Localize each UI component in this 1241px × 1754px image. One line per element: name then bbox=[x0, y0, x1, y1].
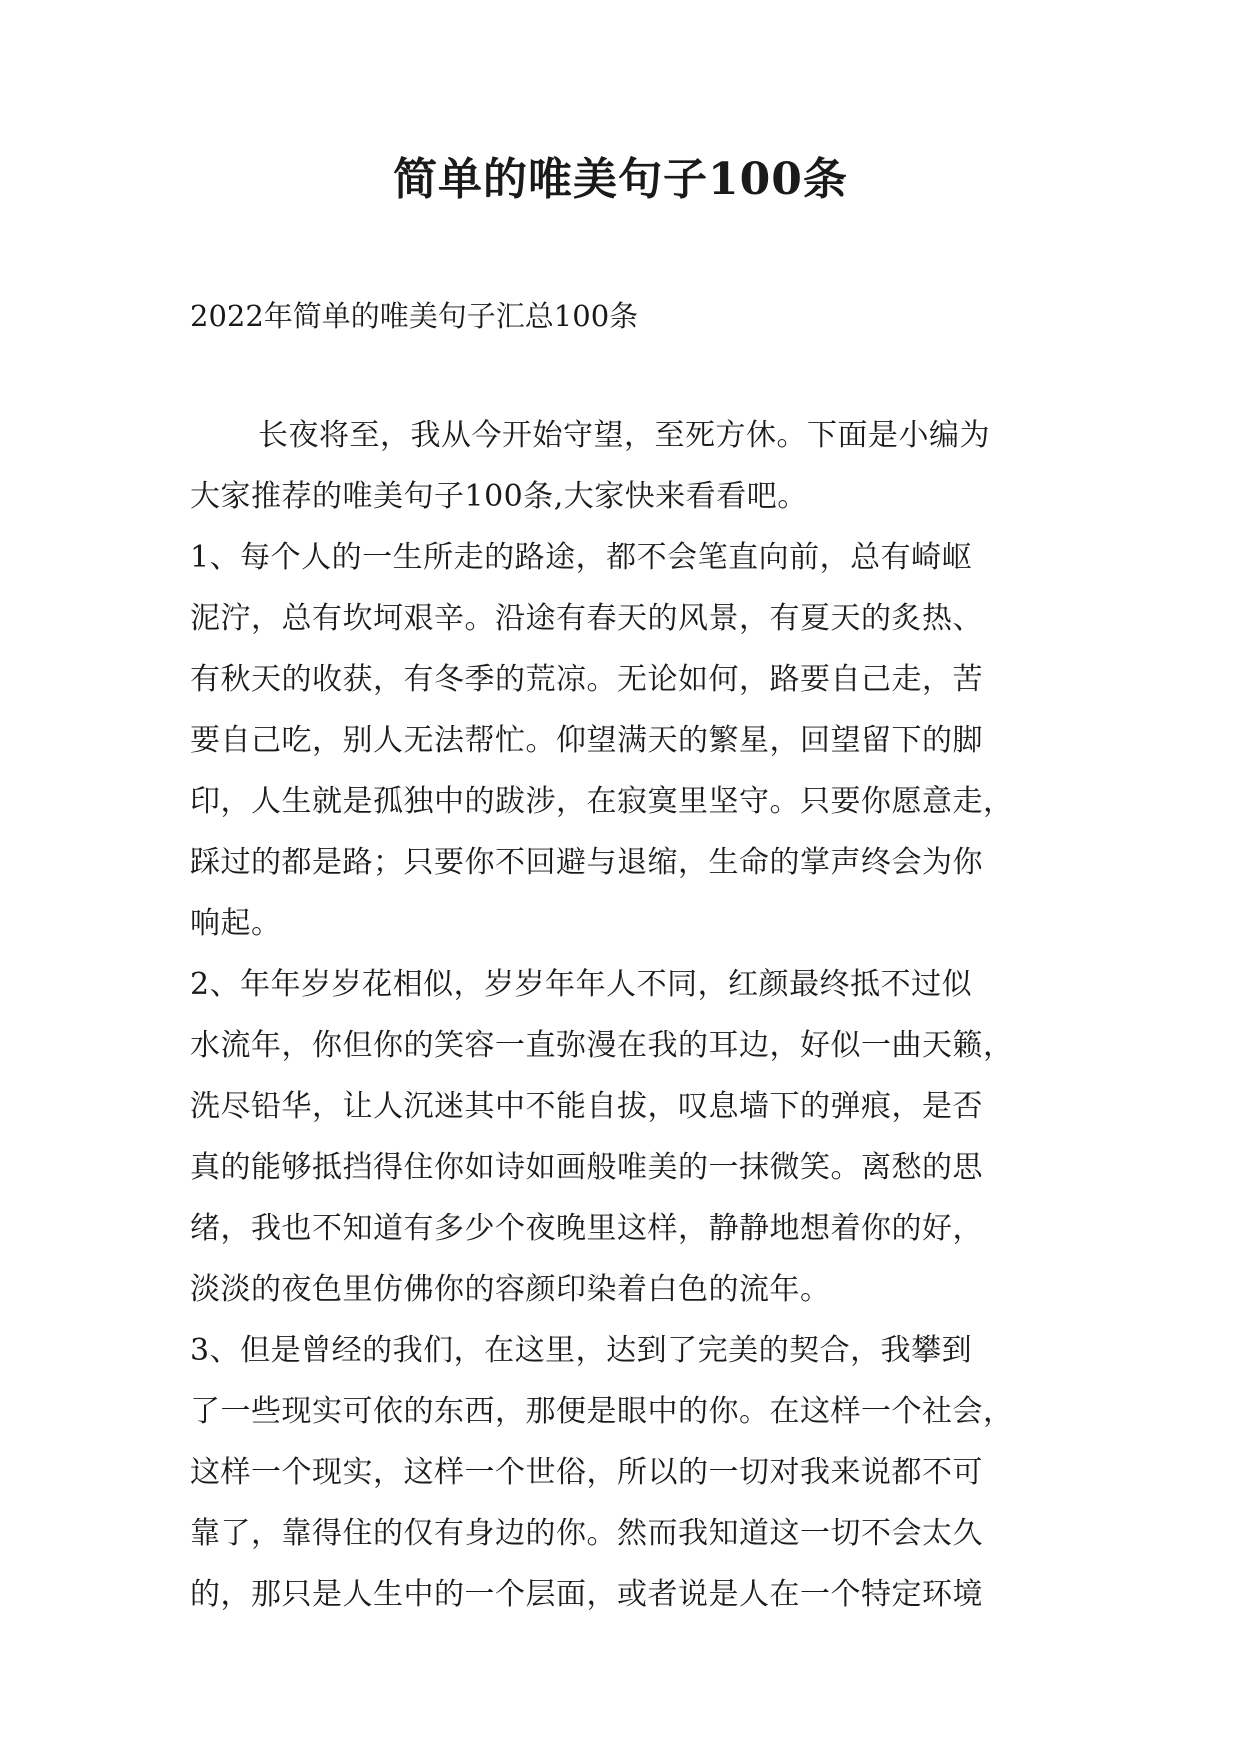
body-line: 洗尽铅华，让人沉迷其中不能自拔，叹息墙下的弹痕，是否 bbox=[190, 1089, 983, 1124]
body-line: 淡淡的夜色里仿佛你的容颜印染着白色的流年。 bbox=[190, 1272, 831, 1307]
body-line: 3、但是曾经的我们，在这里，达到了完美的契合，我攀到 bbox=[190, 1333, 973, 1368]
document-body bbox=[190, 405, 1060, 1625]
body-line: 了一些现实可依的东西，那便是眼中的你。在这样一个社会， bbox=[190, 1394, 1014, 1429]
body-line: 要自己吃，别人无法帮忙。仰望满天的繁星，回望留下的脚 bbox=[190, 723, 983, 758]
body-line: 泥泞，总有坎坷艰辛。沿途有春天的风景，有夏天的炙热、 bbox=[190, 601, 983, 636]
body-line: 真的能够抵挡得住你如诗如画般唯美的一抹微笑。离愁的思 bbox=[190, 1150, 983, 1185]
body-line: 印，人生就是孤独中的跋涉，在寂寞里坚守。只要你愿意走， bbox=[190, 784, 1014, 819]
body-line: 1、每个人的一生所走的路途，都不会笔直向前，总有崎岖 bbox=[190, 540, 973, 575]
document-title: 简单的唯美句子100条 bbox=[393, 154, 848, 205]
body-line: 靠了，靠得住的仅有身边的你。然而我知道这一切不会太久 bbox=[190, 1516, 983, 1551]
document-subtitle: 2022年简单的唯美句子汇总100条 bbox=[190, 299, 639, 333]
body-line: 有秋天的收获，有冬季的荒凉。无论如何，路要自己走，苦 bbox=[190, 662, 983, 697]
body-line: 的，那只是人生中的一个层面，或者说是人在一个特定环境 bbox=[190, 1577, 983, 1612]
body-line: 踩过的都是路；只要你不回避与退缩，生命的掌声终会为你 bbox=[190, 845, 983, 880]
body-line: 响起。 bbox=[190, 906, 282, 941]
body-line: 长夜将至，我从今开始守望，至死方休。下面是小编为 bbox=[258, 418, 990, 453]
body-line: 2、年年岁岁花相似，岁岁年年人不同，红颜最终抵不过似 bbox=[190, 967, 973, 1002]
body-line: 绪，我也不知道有多少个夜晚里这样，静静地想着你的好， bbox=[190, 1211, 983, 1246]
body-line: 这样一个现实，这样一个世俗，所以的一切对我来说都不可 bbox=[190, 1455, 983, 1490]
body-line: 水流年，你但你的笑容一直弥漫在我的耳边，好似一曲天籁， bbox=[190, 1028, 1014, 1063]
body-line: 大家推荐的唯美句子100条,大家快来看看吧。 bbox=[190, 479, 808, 514]
